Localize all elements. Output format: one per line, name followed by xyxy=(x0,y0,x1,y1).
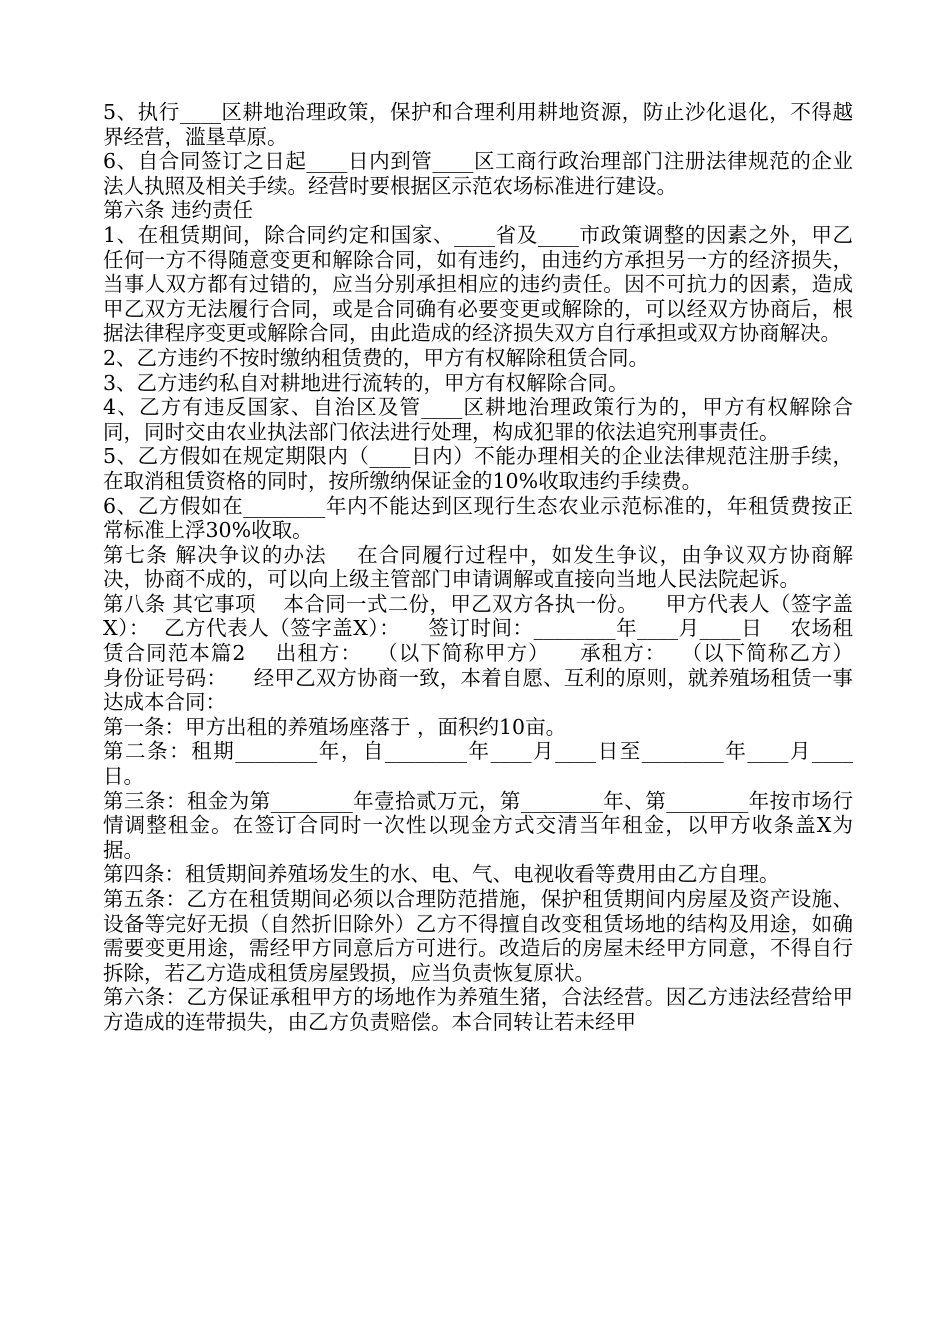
section-heading-article-6: 第六条 违约责任 xyxy=(103,198,254,223)
document-page xyxy=(103,100,880,1035)
paragraph-clause-5-5: 5、执行____区耕地治理政策，保护和合理利用耕地资源，防止沙化退化，不得越界经营，滥垦草原。 xyxy=(103,100,853,149)
paragraph-contract2-article-5: 第五条：乙方在租赁期间必须以合理防范措施，保护租赁期间内房屋及资产设施、设备等完好无损（自然折旧除外）乙方不得擅自改变租赁场地的结构及用途，如确需要变更用途，需经甲方同意后方可进行。改造后的房屋未经甲方同意，不得自行拆除，若乙方造成租赁房屋毁损，应当负责恢复原状。 xyxy=(103,887,853,985)
paragraph-article-7: 第七条 解决争议的办法 在合同履行过程中，如发生争议，由争议双方协商解决，协商不成的，可以向上级主管部门申请调解或直接向当地人民法院起诉。 xyxy=(103,542,853,592)
paragraph-contract2-article-3: 第三条：租金为第________年壹拾贰万元，第________年、第________年按市场行情调整租金。在签订合同时一次性以现金方式交清当年租金，以甲方收条盖X为据。 xyxy=(103,788,853,862)
paragraph-clause-6-1: 1、在租赁期间，除合同约定和国家、____省及____市政策调整的因素之外，甲乙任何一方不得随意变更和解除合同，如有违约，由违约方承担另一方的经济损失，当事人双方都有过错的，应当分别承担相应的违约责任。因不可抗力的因素，造成甲乙双方无法履行合同，或是合同确有必要变更或解除的，可以经双方协商后，根据法律程序变更或解除合同，由此造成的经济损失双方自行承担或双方协商解决。 xyxy=(103,222,853,346)
paragraph-contract2-article-4: 第四条：租赁期间养殖场发生的水、电、气、电视收看等费用由乙方自理。 xyxy=(103,862,780,887)
paragraph-article-8-and-contract-2-intro: 第八条 其它事项 本合同一式二份，甲乙双方各执一份。 甲方代表人（签字盖X）： 乙方代表人（签字盖X）： 签订时间：________年____月____日 农场租赁合同范本篇2 出租方： （以下简称甲方） 承租方： （以下简称乙方） 身份证号码： 经甲乙双方协商一致，本着自愿、互利的原则，就养殖场租赁一事达成本合同： xyxy=(103,591,880,715)
paragraph-contract2-article-1: 第一条：甲方出租的养殖场座落于 ，面积约10亩。 xyxy=(103,714,567,739)
paragraph-clause-6-5: 5、乙方假如在规定期限内（____日内）不能办理相关的企业法律规范注册手续，在取消租赁资格的同时，按所缴纳保证金的10%收取违约手续费。 xyxy=(103,444,853,493)
paragraph-clause-6-2: 2、乙方违约不按时缴纳租赁费的，甲方有权解除租赁合同。 xyxy=(103,345,650,370)
paragraph-contract2-article-2: 第二条：租期________年，自________年____月____日至________年____月____日。 xyxy=(103,739,853,789)
paragraph-clause-5-6: 6、自合同签订之日起____日内到管____区工商行政治理部门注册法律规范的企业法人执照及相关手续。经营时要根据区示范农场标准进行建设。 xyxy=(103,149,853,198)
paragraph-contract2-article-6: 第六条：乙方保证承租甲方的场地作为养殖生猪，合法经营。因乙方违法经营给甲方造成的连带损失，由乙方负责赔偿。本合同转让若未经甲 xyxy=(103,985,853,1034)
paragraph-clause-6-6: 6、乙方假如在________年内不能达到区现行生态农业示范标准的，年租赁费按正常标准上浮30%收取。 xyxy=(103,493,853,543)
paragraph-clause-6-3: 3、乙方违约私自对耕地进行流转的，甲方有权解除合同。 xyxy=(103,370,629,395)
paragraph-clause-6-4: 4、乙方有违反国家、自治区及管____区耕地治理政策行为的，甲方有权解除合同，同时交由农业执法部门依法进行处理，构成犯罪的依法追究刑事责任。 xyxy=(103,395,853,444)
